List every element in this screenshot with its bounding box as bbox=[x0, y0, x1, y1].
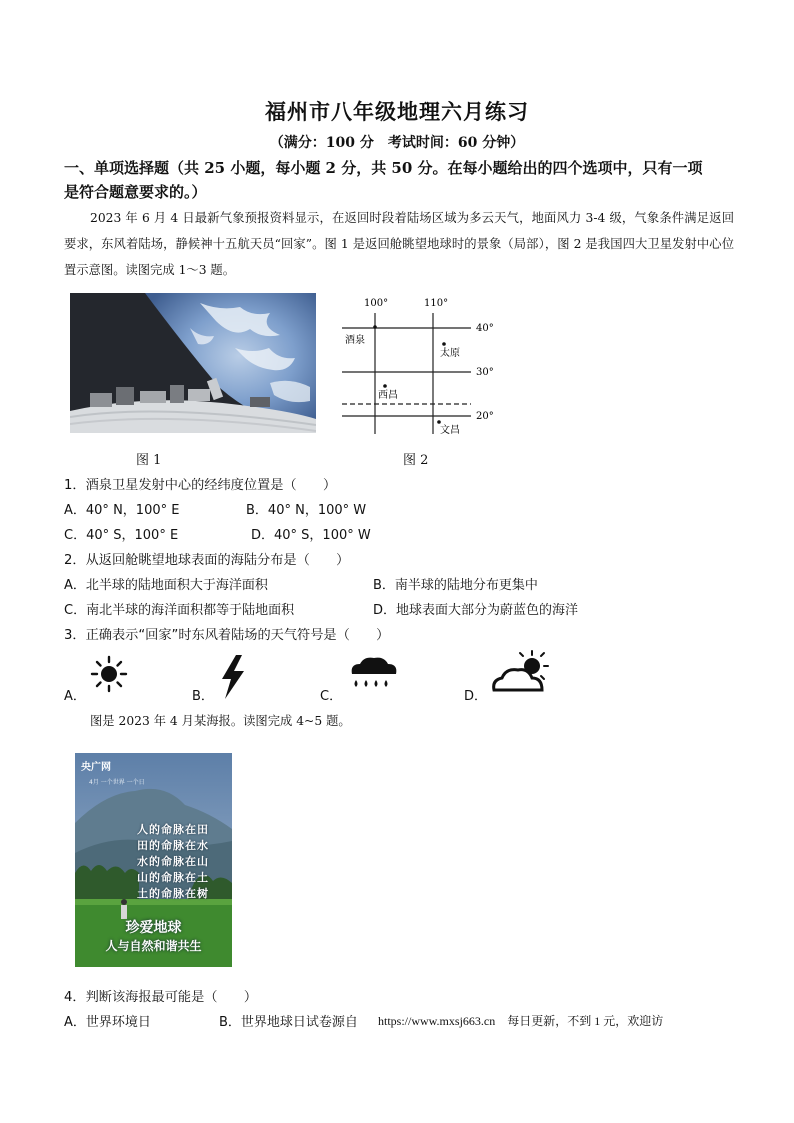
sun-icon bbox=[90, 655, 128, 697]
poster-tagline: 4月 一个世界 一个日 bbox=[89, 779, 145, 786]
exam-info: （满分：100 分 考试时间：60 分钟） bbox=[269, 135, 525, 151]
site-label-taiyuan: 太原 bbox=[440, 348, 460, 359]
section-heading-line1: 一、单项选择题（共 25 小题，每小题 2 分，共 50 分。在每小题给出的四个选项中，只有一项 bbox=[64, 159, 703, 177]
poster-line-1: 人的命脉在田 bbox=[137, 823, 209, 836]
intro-paragraph-2: 图是 2023 年 4 月某海报。读图完成 4~5 题。 bbox=[90, 714, 351, 728]
figure-1-earth-photo bbox=[70, 293, 316, 433]
figure-2-caption: 图 2 bbox=[403, 453, 429, 468]
question-4-stem: 4．判断该海报最可能是（ ） bbox=[64, 990, 258, 1005]
partly-cloudy-icon bbox=[490, 650, 552, 698]
section-heading-line2: 是符合题意要求的。） bbox=[64, 183, 207, 201]
q2-option-c[interactable]: C．南北半球的海洋面积都等于陆地面积 bbox=[64, 603, 295, 618]
launch-centers-grid bbox=[336, 292, 506, 442]
intro-paragraph-1: 2023 年 6 月 4 日最新气象预报资料显示，在返回时段着陆场区域为多云天气，地面风力 3-4 级，气象条件满足返回要求，东风着陆场，静候神十五航天员“回家”。图 1 是返回舱眺望地球时的景象（局部），图 2 是我国四大卫星发射中心位置示意图。读图完成 1～3 题。 bbox=[64, 211, 734, 277]
site-dot-jiuquan bbox=[373, 325, 377, 329]
q2-option-d[interactable]: D．地球表面大部分为蔚蓝色的海洋 bbox=[373, 603, 579, 618]
poster-slogan-1: 珍爱地球 bbox=[125, 920, 182, 936]
poster-line-3: 水的命脉在山 bbox=[137, 855, 209, 868]
poster-slogan-2: 人与自然和谐共生 bbox=[105, 939, 202, 953]
site-label-jiuquan: 酒泉 bbox=[345, 335, 365, 346]
rain-cloud-icon bbox=[346, 656, 400, 696]
q3-option-d[interactable]: D． bbox=[464, 689, 488, 704]
q4-option-b[interactable]: B．世界地球日试卷源自 bbox=[219, 1015, 358, 1030]
site-dot-wenchang bbox=[437, 420, 441, 424]
site-label-xichang: 西昌 bbox=[378, 390, 398, 401]
lat-label-20: 20° bbox=[476, 411, 494, 422]
lon-label-110: 110° bbox=[424, 298, 449, 309]
poster-line-5: 土的命脉在树 bbox=[137, 887, 209, 900]
q3-option-b[interactable]: B． bbox=[192, 689, 214, 704]
lightning-icon bbox=[220, 655, 246, 703]
lon-label-100: 100° bbox=[364, 298, 389, 309]
q3-option-c[interactable]: C． bbox=[320, 689, 343, 704]
question-2-stem: 2．从返回舱眺望地球表面的海陆分布是（ ） bbox=[64, 553, 350, 568]
poster-line-2: 田的命脉在水 bbox=[137, 839, 209, 852]
q4-option-a[interactable]: A．世界环境日 bbox=[64, 1015, 151, 1030]
section-heading bbox=[64, 156, 734, 204]
q1-option-a[interactable]: A．40° N，100° E bbox=[64, 503, 180, 518]
site-label-wenchang: 文昌 bbox=[440, 425, 460, 436]
site-dot-taiyuan bbox=[442, 342, 446, 346]
poster-logo: 央广网 bbox=[81, 762, 111, 773]
q2-option-a[interactable]: A．北半球的陆地面积大于海洋面积 bbox=[64, 578, 268, 593]
source-watermark-text: https://www.mxsj663.cn 每日更新，不到 1 元，欢迎访 bbox=[378, 1014, 664, 1028]
q1-option-c[interactable]: C．40° S，100° E bbox=[64, 528, 179, 543]
earth-photo-illustration bbox=[70, 293, 316, 433]
figure-1-caption: 图 1 bbox=[136, 453, 162, 468]
q2-option-b[interactable]: B．南半球的陆地分布更集中 bbox=[373, 578, 538, 593]
figure-2-map bbox=[336, 292, 506, 442]
q1-option-b[interactable]: B．40° N，100° W bbox=[246, 503, 367, 518]
question-1-stem: 1．酒泉卫星发射中心的经纬度位置是（ ） bbox=[64, 478, 337, 493]
q1-option-d[interactable]: D．40° S，100° W bbox=[251, 528, 371, 543]
q3-option-a[interactable]: A． bbox=[64, 689, 86, 704]
lat-label-30: 30° bbox=[476, 367, 494, 378]
poster-line-4: 山的命脉在土 bbox=[137, 871, 209, 884]
lat-label-40: 40° bbox=[476, 323, 494, 334]
page-title: 福州市八年级地理六月练习 bbox=[265, 99, 529, 124]
earth-day-poster bbox=[75, 753, 232, 967]
question-3-stem: 3．正确表示“回家”时东风着陆场的天气符号是（ ） bbox=[64, 628, 390, 643]
site-dot-xichang bbox=[383, 384, 387, 388]
